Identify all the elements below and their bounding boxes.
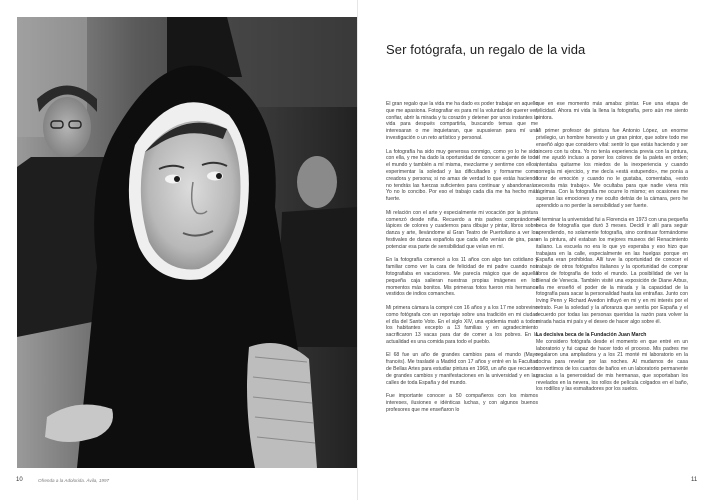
- paragraph: En la fotografía comencé a los 11 años con algo tan cotidiano y familiar como ver la cara de felicidad de mi padre cuando nos fotografiaba en vacaciones. Me parecía mágico que de aquella pequeña caja salieran nuestras propias imágenes en los momentos más bonitos. Mis primeras fotos fueron mis hermanos vestidos de indios comanches.: [386, 257, 538, 298]
- text-column-right: [536, 101, 688, 473]
- photo-caption: Ofrenda a la Adolorida. Ávila, 1997: [38, 478, 110, 483]
- paragraph: Fue importante conocer a 50 compañeros con los mismos intereses, ilusiones e idénticas luchas, y con algunos buenos profesores que me enseñaron lo: [386, 393, 538, 413]
- paragraph: La fotografía ha sido muy generosa conmigo, como yo lo he sido con ella, y me ha dado la oportunidad de conocer a gente de todo el mundo y también a mí misma, mezclarme y sentirme con ellos, experimentar la soledad y las dificultades y formarme como creadora y persona; si no amas de verdad lo que estás haciendo no tendrás las fuerzas suficientes para continuar y abandonarás. Yo no lo concibo. Por eso el trabajo cada día me ha hecho más fuerte.: [386, 148, 538, 203]
- section-subheading: La decisiva beca de la Fundación Juan March: [536, 332, 647, 339]
- procession-photo: [17, 17, 358, 468]
- paragraph: El gran regalo que la vida me ha dado es poder trabajar en aquello que me apasiona. Fotografiar es para mí la voluntad de querer ver, confiar, abrir la mirada y tu corazón y detener por unos instantes la vida para después compartirla, buscando temas que me interesaran o me inquietaran, que supusieran para mí una investigación o un reto artístico y personal.: [386, 101, 538, 141]
- paragraph: Mi primer profesor de pintura fue Antonio López, un enorme privilegio, un hombre honesto y un gran pintor, que sobre todo me enseñó algo que considero vital: sentir lo que estás haciendo y ser sincero con tu obra. Yo no tenía experiencia previa con la pintura, él me ayudó incluso a poner los colores de la paleta en orden; intentaba quitarme los miedos de la inexperiencia y cuando corregía mi ejercicio, y me decía «está estupendo», me ponía a llorar de emoción y cuando no le gustaba, comentaba, «esto necesita más trabajo». Me ocultaba para que nadie viera mis lágrimas. Con la fotografía me ocurre lo mismo; en ocasiones me superan las emociones y me oculto detrás de la cámara, pero he aprendido a no perder la sensibilidad y ser fuerte.: [536, 128, 688, 209]
- text-column-left: [386, 101, 538, 473]
- photograph: [17, 17, 358, 468]
- article-title: Ser fotógrafa, un regalo de la vida: [386, 42, 586, 57]
- paragraph: El 68 fue un año de grandes cambios para el mundo (Mayo francés). Me trasladé a Madrid con 17 años y entré en la Facultad de Bellas Artes para estudiar pintura en 1968, un año que recuerdo de grandes cambios y manifestaciones en la universidad y en las calles de toda España y del mundo.: [386, 352, 538, 386]
- paragraph: Mi primera cámara la compré con 16 años y a los 17 me sobrevino como fotógrafa con un reportaje sobre una tradición en mi ciudad el día del Santo Voto. En el siglo XIV, una epidemia mató a todos los habitantes excepto a 13 familias y en agradecimiento sacrificaron 13 vacas para dar de comer a los pobres. En la actualidad es una comida para todo el pueblo.: [386, 304, 538, 345]
- page-gutter: [357, 0, 358, 500]
- paragraph: Me considero fotógrafa desde el momento en que entré en un laboratorio y fui capaz de hacer todo el proceso. Mis padres me regalaron una ampliadora y a los 21 monté mi laboratorio en la cocina para revelar por las noches. Al mudarnos de casa convertimos de los cuartos de baños en un laboratorio permanente gracias a la generosidad de mis hermanas, que soportaban los revelados en la nevera, los rollos de película colgados en el baño, los rodillos y las esmaltadores por los suelos.: [536, 338, 688, 393]
- paragraph: Al terminar la universidad fui a Florencia en 1973 con una pequeña beca de fotografía que duró 3 meses. Decidí ir allí para seguir aprendiendo, no solamente fotografía, sino continuar formándome en la pintura, ahí estaban los mejores museos del Renacimiento italiano. La escuela no era lo que yo esperaba y eso hizo que trabajara en la calle, especialmente en las huelgas porque en España eran prohibidas. Allí tuve la oportunidad de conocer el trabajo de otros fotógrafos italianos y la oportunidad de comprar libros de fotografía de todo el mundo. La posibilidad de ver la Bienal de Venecia. También visité una exposición de Diane Arbus, ella me enseñó el poder de la mirada y la capacidad de la fotografía para sacar la personalidad hasta las entrañas. Junto con Irving Penn y Richard Avedon influyó en mi y en mi interés por el retrato. Fue la soledad y la añoranza que sentía por España y el recuerdo por todas las personas queridas la razón para volver la mirada hacia mi país y el deseo de hacer algo sobre él.: [536, 216, 688, 325]
- paragraph: Mi relación con el arte y especialmente mi vocación por la pintura comenzó desde niña. Recuerdo a mis padres comprándome lápices de colores y cuadernos para dibujar y pintar, libros sobre danza y arte, llevándome al Gran Teatro de Puertollano a ver los festivales de danza española que cada año venían de gira, para potenciar esa parte de sensibilidad que veían en mí.: [386, 209, 538, 250]
- paragraph: que en ese momento más amaba: pintar. Fue una etapa de felicidad. Ahora mi vida la llena la fotografía, pero aún me siento pintora.: [536, 101, 688, 121]
- page-number-left: 10: [16, 477, 23, 483]
- page-number-right: 11: [691, 477, 698, 483]
